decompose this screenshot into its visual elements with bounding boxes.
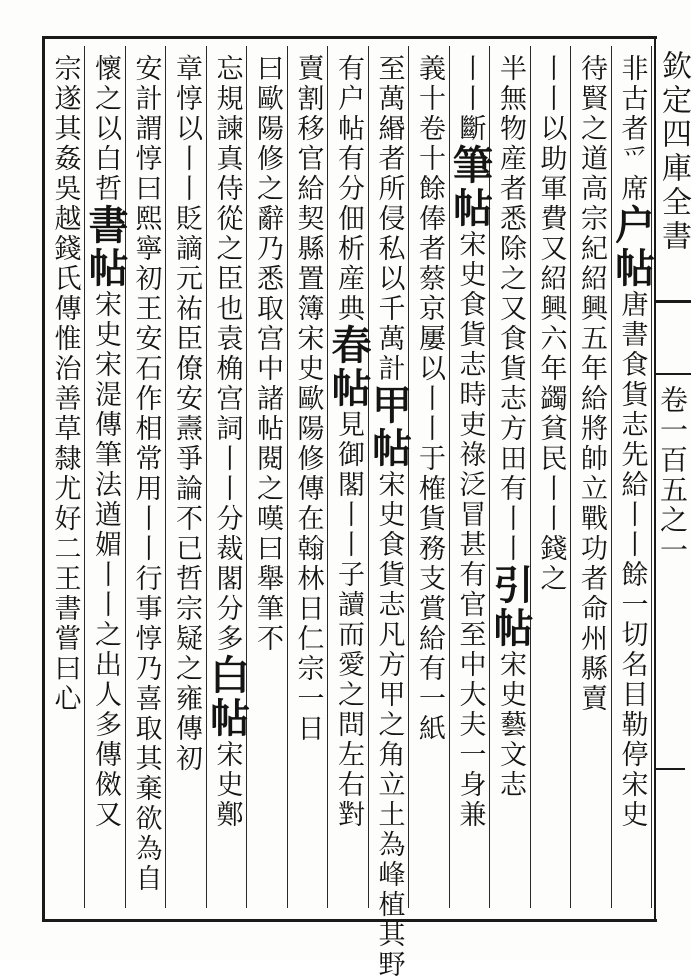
heading-term: 甲帖: [365, 384, 413, 470]
text-segment: 高宗紀紹興五年給將帥立戰功者命州縣賣: [576, 174, 607, 714]
text-segment: 宋史宋湜傳筆法遒媚丨丨之出人多傳傚又: [90, 290, 121, 830]
text-segment: 章惇以丨丨貶謫元祐臣僚安燾爭論不已哲宗疑之雍傳初: [171, 54, 202, 774]
heading-term: 筆帖: [446, 144, 494, 230]
text-column: [487, 46, 534, 908]
column-text: [166, 46, 207, 908]
text-column: [571, 46, 612, 908]
margin-fishtail: [654, 300, 691, 375]
heading-term: 書帖: [82, 204, 129, 290]
column-text: [446, 46, 494, 908]
text-segment: 丨丨以助軍費又紹興六年蠲貧民丨丨錢之: [535, 54, 567, 594]
margin-tick: [655, 768, 685, 770]
text-segment: 義十卷: [414, 54, 445, 144]
text-column: [203, 46, 251, 908]
text-segment: 宋史食貨志時吏祿泛冒甚有官至中大夫一身兼: [454, 230, 486, 830]
text-column: [325, 46, 372, 908]
text-segment: 丨丨斷: [454, 54, 486, 144]
heading-term: 户帖: [608, 204, 656, 290]
text-column: [82, 46, 129, 908]
text-segment: 宋史藝文志: [495, 650, 526, 800]
text-segment: 有户帖有分佃析産典: [333, 54, 364, 324]
text-column: [365, 46, 413, 980]
column-text: [82, 46, 129, 908]
text-segment: 待賢之道: [576, 54, 607, 174]
column-text: [487, 46, 534, 908]
heading-term: 春帖: [325, 324, 372, 410]
text-segment: 賣割移官給契縣置簿: [292, 54, 324, 324]
column-text: [247, 46, 288, 908]
text-column: [166, 46, 207, 908]
volume-label: 卷一百五之一: [656, 385, 689, 565]
column-text: [325, 46, 372, 908]
column-text: [126, 46, 167, 908]
text-column: [288, 46, 329, 908]
text-segment: 見御閣丨丨子讀而愛之問左右對: [333, 410, 364, 830]
column-text: [409, 46, 450, 908]
text-segment: 懷之以白哲: [90, 54, 121, 204]
column-text: [203, 46, 251, 908]
text-column: [247, 46, 288, 908]
column-text: [531, 46, 572, 908]
column-text: [608, 46, 656, 908]
text-column: [409, 46, 450, 908]
column-text: [45, 46, 86, 908]
text-column: [446, 46, 494, 908]
text-segment: 宋史鄭: [211, 740, 243, 830]
text-segment: 宗遂其姦: [49, 54, 81, 174]
text-segment: 宋史食貨志凡方甲之角立土為峰植其野: [373, 470, 405, 980]
text-segment: 非古者爫席: [616, 54, 648, 204]
text-segment: 至萬緡者所侵私以千萬計: [373, 54, 405, 384]
text-column: [531, 46, 572, 908]
heading-term: 白帖: [203, 654, 251, 740]
column-text: [365, 46, 413, 980]
text-segment: 忘規諫真侍從之臣也袁桷宫詞丨丨分裁閣分多: [211, 54, 243, 654]
text-segment: 半無物産者悉除之又食貨志方田有丨丨: [495, 54, 526, 564]
text-segment: 宋史歐陽修傳在翰林日仁宗一日: [292, 324, 324, 744]
text-segment: 安計謂惇曰熙寧初王安石作相常用丨丨行事惇乃喜取其棄欲為自: [130, 54, 162, 894]
text-segment: 曰歐陽修之辭乃悉取宫中諸帖閱之嘆曰舉筆不: [252, 54, 283, 654]
text-segment: 十餘俸者蔡京屢以丨丨于榷貨務支賞給有一紙: [414, 144, 445, 744]
heading-term: 引帖: [487, 564, 534, 650]
text-segment: 唐書食貨志先給丨丨餘一切名目勒停宋史: [616, 290, 648, 830]
column-text: [571, 46, 612, 908]
column-text: [288, 46, 329, 908]
text-column: [45, 46, 86, 908]
text-column: [126, 46, 167, 908]
text-segment: 吳越錢氏傳惟治善草隸尤好二王書嘗曰心: [49, 174, 81, 714]
text-column: [608, 46, 656, 908]
book-title: 欽定四庫全書: [656, 50, 691, 254]
